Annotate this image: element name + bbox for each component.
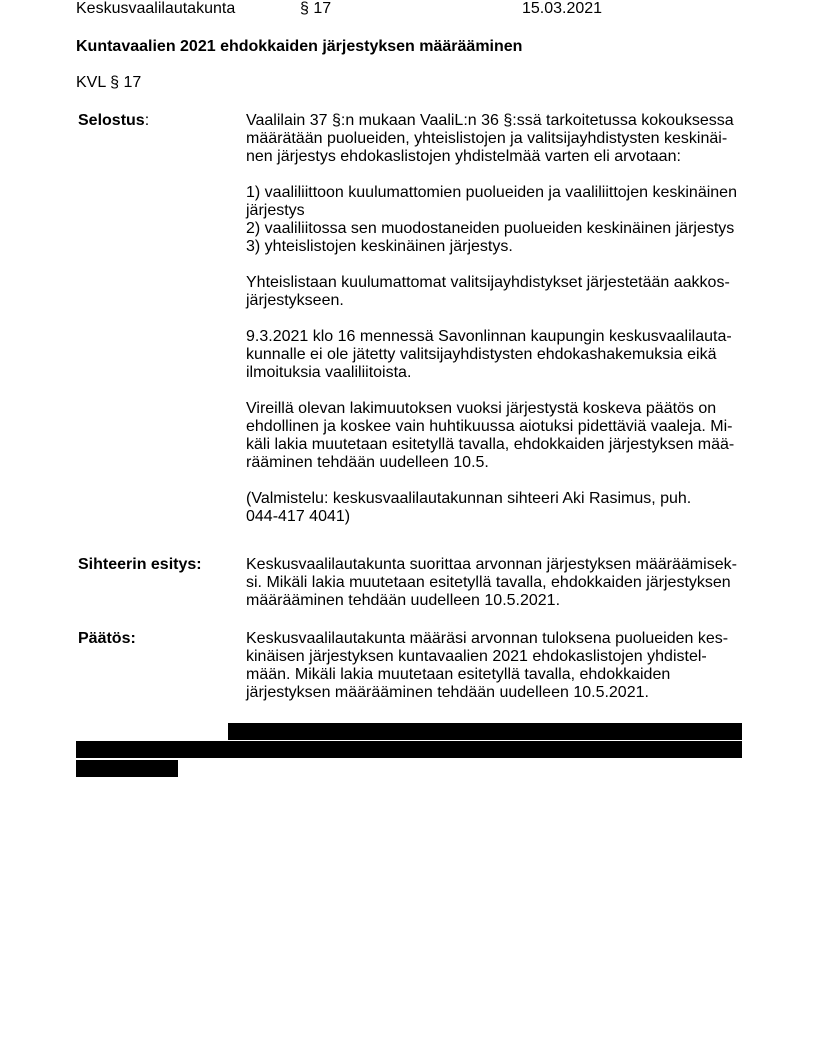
text-line: käli lakia muutetaan esitetyllä tavalla, ehdokkaiden järjestyksen mää- [246, 436, 735, 453]
header-section: § 17 [300, 0, 332, 17]
sihteerin-esitys-body [246, 556, 746, 610]
paragraph [246, 328, 746, 382]
text-line: rääminen tehdään uudelleen 10.5. [246, 454, 489, 471]
text-line: määrätään puolueiden, yhteislistojen ja valitsijayhdistysten keskinäi- [246, 130, 728, 147]
sihteerin-esitys-label: Sihteerin esitys: [78, 556, 202, 573]
text-line: järjestykseen. [246, 292, 344, 309]
header-committee: Keskusvaalilautakunta [76, 0, 236, 17]
text-line: 2) vaaliliitossa sen muodostaneiden puolueiden keskinäinen järjestys [246, 220, 735, 237]
text-line: 9.3.2021 klo 16 mennessä Savonlinnan kaupungin keskusvaalilauta- [246, 328, 732, 345]
document-title: Kuntavaalien 2021 ehdokkaiden järjestyksen määrääminen [76, 38, 523, 55]
text-line: Vaalilain 37 §:n mukaan VaaliL:n 36 §:ssä tarkoitetussa kokouksessa [246, 112, 734, 129]
text-line: järjestyksen määrääminen tehdään uudelleen 10.5.2021. [246, 684, 649, 701]
selostus-label [78, 112, 149, 130]
paragraph [246, 490, 746, 526]
text-line: nen järjestys ehdokaslistojen yhdistelmää varten eli arvotaan: [246, 148, 681, 165]
text-line: järjestys [246, 202, 305, 219]
section-reference: KVL § 17 [76, 74, 142, 91]
text-line: mään. Mikäli lakia muutetaan esitetyllä tavalla, ehdokkaiden [246, 666, 671, 683]
text-line: Keskusvaalilautakunta suorittaa arvonnan järjestyksen määräämisek- [246, 556, 737, 573]
text-line: 044-417 4041) [246, 508, 351, 525]
text-line: kunnalle ei ole jätetty valitsijayhdistysten ehdokashakemuksia eikä [246, 346, 717, 363]
paragraph [246, 274, 746, 310]
text-line: Yhteislistaan kuulumattomat valitsijayhdistykset järjestetään aakkos- [246, 274, 730, 291]
text-line: ehdollinen ja koskee vain huhtikuussa aiotuksi pidettäviä vaaleja. Mi- [246, 418, 733, 435]
selostus-body [246, 112, 746, 526]
selostus-label-text: Selostus [78, 112, 145, 129]
text-line: 1) vaaliliittoon kuulumattomien puolueiden ja vaaliliittojen keskinäinen [246, 184, 737, 201]
paatos-body [246, 630, 746, 702]
redaction-bar [76, 760, 178, 777]
text-line: Vireillä olevan lakimuutoksen vuoksi järjestystä koskeva päätös on [246, 400, 717, 417]
text-line: Keskusvaalilautakunta määräsi arvonnan tuloksena puolueiden kes- [246, 630, 729, 647]
selostus-label-colon: : [144, 112, 150, 129]
paragraph [246, 112, 746, 166]
paragraph [246, 184, 746, 256]
text-line: kinäisen järjestyksen kuntavaalien 2021 ehdokaslistojen yhdistel- [246, 648, 707, 665]
paragraph [246, 400, 746, 472]
text-line: määrääminen tehdään uudelleen 10.5.2021. [246, 592, 561, 609]
redaction-bar [228, 723, 742, 740]
text-line: (Valmistelu: keskusvaalilautakunnan sihteeri Aki Rasimus, puh. [246, 490, 692, 507]
text-line: si. Mikäli lakia muutetaan esitetyllä tavalla, ehdokkaiden järjestyksen [246, 574, 731, 591]
redaction-bar [76, 741, 742, 758]
header-date: 15.03.2021 [522, 0, 603, 17]
paatos-label: Päätös: [78, 630, 136, 647]
text-line: ilmoituksia vaaliliitoista. [246, 364, 412, 381]
text-line: 3) yhteislistojen keskinäinen järjestys. [246, 238, 513, 255]
